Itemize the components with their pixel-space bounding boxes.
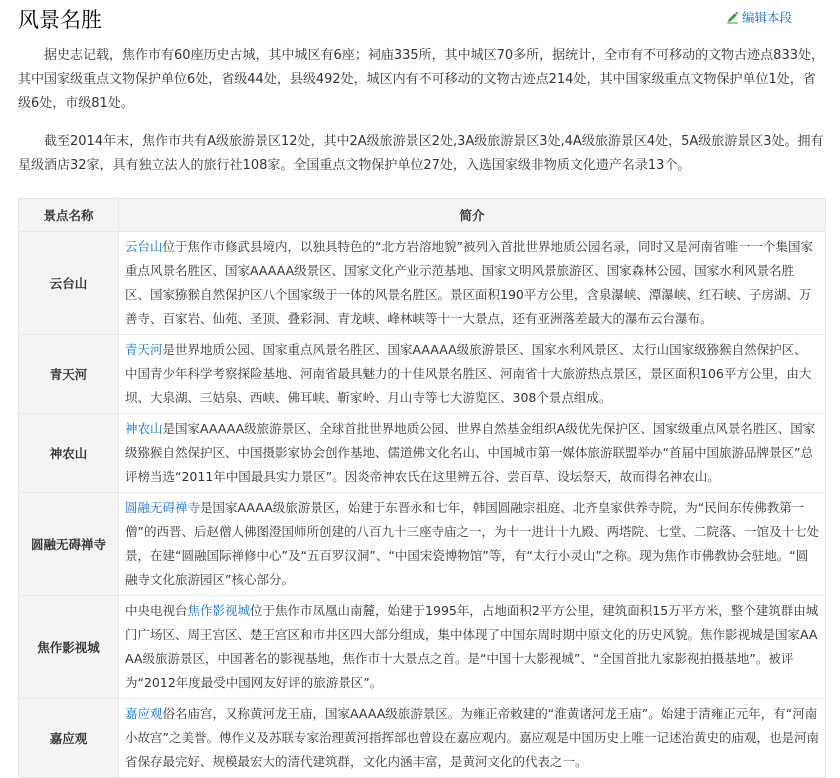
edit-label: 编辑本段 xyxy=(741,10,792,25)
attractions-table xyxy=(18,198,826,778)
paragraph-tourism: 截至2014年末，焦作市共有A级旅游景区12处，其中2A级旅游景区2处,3A级旅游景区3处,4A级旅游景区4处，5A级旅游景区3处。拥有星级酒店32家，具有独立法人的旅行社108家。全国重点文物保护单位27处，入选国家级非物质文化遗产名录13个。 xyxy=(18,134,824,173)
attraction-name: 云台山 xyxy=(19,232,119,335)
table-row xyxy=(19,232,826,335)
attraction-name: 青天河 xyxy=(19,335,119,414)
attraction-link[interactable]: 焦作影视城 xyxy=(187,603,251,618)
description-text: 俗名庙宫，又称黄河龙王庙，国家AAAA级旅游景区。为雍正帝敕建的“淮黄诸河龙王庙”。始建于清雍正元年，有“河南小故宫”之美誉。傅作义及苏联专家治理黄河指挥部也曾设在嘉应观内。嘉应观是中国历史上唯一记述治黄史的庙观，也是河南省保存最完好、规模最宏大的清代建筑群，文化内涵丰富，是黄河文化的代表之一。 xyxy=(125,706,819,769)
section-title: 风景名胜 xyxy=(18,8,102,32)
description-prefix: 中央电视台 xyxy=(125,603,188,618)
attraction-description xyxy=(119,596,826,699)
header-name: 景点名称 xyxy=(19,199,119,232)
table-row xyxy=(19,335,826,414)
table-header-row xyxy=(19,199,826,232)
description-text: 位于焦作市凤凰山南麓，始建于1995年，占地面积2平方公里，建筑面积15万平方米，整个建筑群由城门广场区、周王宫区、楚王宫区和市井区四大部分组成，集中体现了中国东周时期中原文化的历史风貌。焦作影视城是国家AAAA级旅游景区，中国著名的影视基地，焦作市十大景点之首。是“中国十大影视城”、“全国首批九家影视拍摄基地”。被评为“2012年度最受中国网友好评的旅游景区”。 xyxy=(125,603,819,690)
pencil-icon xyxy=(726,11,739,24)
attraction-name: 圆融无碍禅寺 xyxy=(19,493,119,596)
attraction-description xyxy=(119,493,826,596)
description-text: 是世界地质公园、国家重点风景名胜区、国家AAAAA级旅游景区、国家水利风景区、太行山国家级猕猴自然保护区、中国青少年科学考察探险基地、河南省最具魅力的十佳风景名胜区、河南省十大旅游热点景区，景区面积106平方公里，由大坝、大泉湖、三姑泉、西峡、佛耳峡、靳家岭、月山寺等七大游览区、308个景点组成。 xyxy=(125,342,812,405)
attraction-name: 嘉应观 xyxy=(19,699,119,778)
attraction-link[interactable]: 圆融无碍禅寺 xyxy=(125,500,201,515)
edit-section-link[interactable] xyxy=(726,8,792,26)
table-row xyxy=(19,699,826,778)
table-row xyxy=(19,596,826,699)
attraction-link[interactable]: 青天河 xyxy=(125,342,163,357)
table-row xyxy=(19,493,826,596)
description-text: 是国家AAAAA级旅游景区、全球首批世界地质公园、世界自然基金组织A级优先保护区、国家级重点风景名胜区、国家级猕猴自然保护区、中国摄影家协会创作基地、儒道佛文化名山、中国城市第一媒体旅游联盟举办“首届中国旅游品牌景区”总评榜当选“2011年中国最具实力景区”。因炎帝神农氏在这里辨五谷、尝百草、设坛祭天，故而得名神农山。 xyxy=(125,421,816,484)
header-intro: 简介 xyxy=(119,199,826,232)
table-row xyxy=(19,414,826,493)
attraction-description xyxy=(119,232,826,335)
paragraph-history: 据史志记载，焦作市有60座历史古城，其中城区有6座；祠庙335所，其中城区70多所，据统计，全市有不可移动的文物古迹点833处，其中国家级重点文物保护单位6处，省级44处，县级492处，城区内有不可移动的文物古迹点214处，其中国家级重点文物保护单位1处，省级6处，市级81处。 xyxy=(18,48,824,111)
attraction-link[interactable]: 嘉应观 xyxy=(125,706,163,721)
description-text: 位于焦作市修武县境内，以独具特色的“北方岩溶地貌”被列入首批世界地质公园名录，同时又是河南省唯一一个集国家重点风景名胜区、国家AAAAA级景区、国家文化产业示范基地、国家文明风景旅游区、国家森林公园、国家水利风景名胜区、国家猕猴自然保护区八个国家级于一体的风景名胜区。景区面积190平方公里，含泉瀑峡、潭瀑峡、红石峡、子房湖、万善寺、百家岩、仙苑、圣顶、叠彩洞、青龙峡、峰林峡等十一大景点，还有亚洲落差最大的瀑布云台瀑布。 xyxy=(125,239,813,326)
description-text: 是国家AAAA级旅游景区，始建于东晋永和七年，韩国圆融宗祖庭、北齐皇家供养寺院，为“民间东传佛教第一僧”的西晋、后赵僧人佛图澄国师所创建的八百九十三座寺庙之一，为十一进计十九殿、两塔院、七堂、二院落、一馆及十七处景，在建“圆融国际禅修中心”及“五百罗汉洞”、“中国宋瓷博物馆”等，有“太行小灵山”之称。现为焦作市佛教协会驻地。“圆融寺文化旅游园区”核心部分。 xyxy=(125,500,819,587)
attraction-link[interactable]: 云台山 xyxy=(125,239,163,254)
attraction-name: 焦作影视城 xyxy=(19,596,119,699)
attraction-name: 神农山 xyxy=(19,414,119,493)
attraction-description xyxy=(119,699,826,778)
attraction-description xyxy=(119,335,826,414)
attraction-link[interactable]: 神农山 xyxy=(125,421,163,436)
attraction-description xyxy=(119,414,826,493)
